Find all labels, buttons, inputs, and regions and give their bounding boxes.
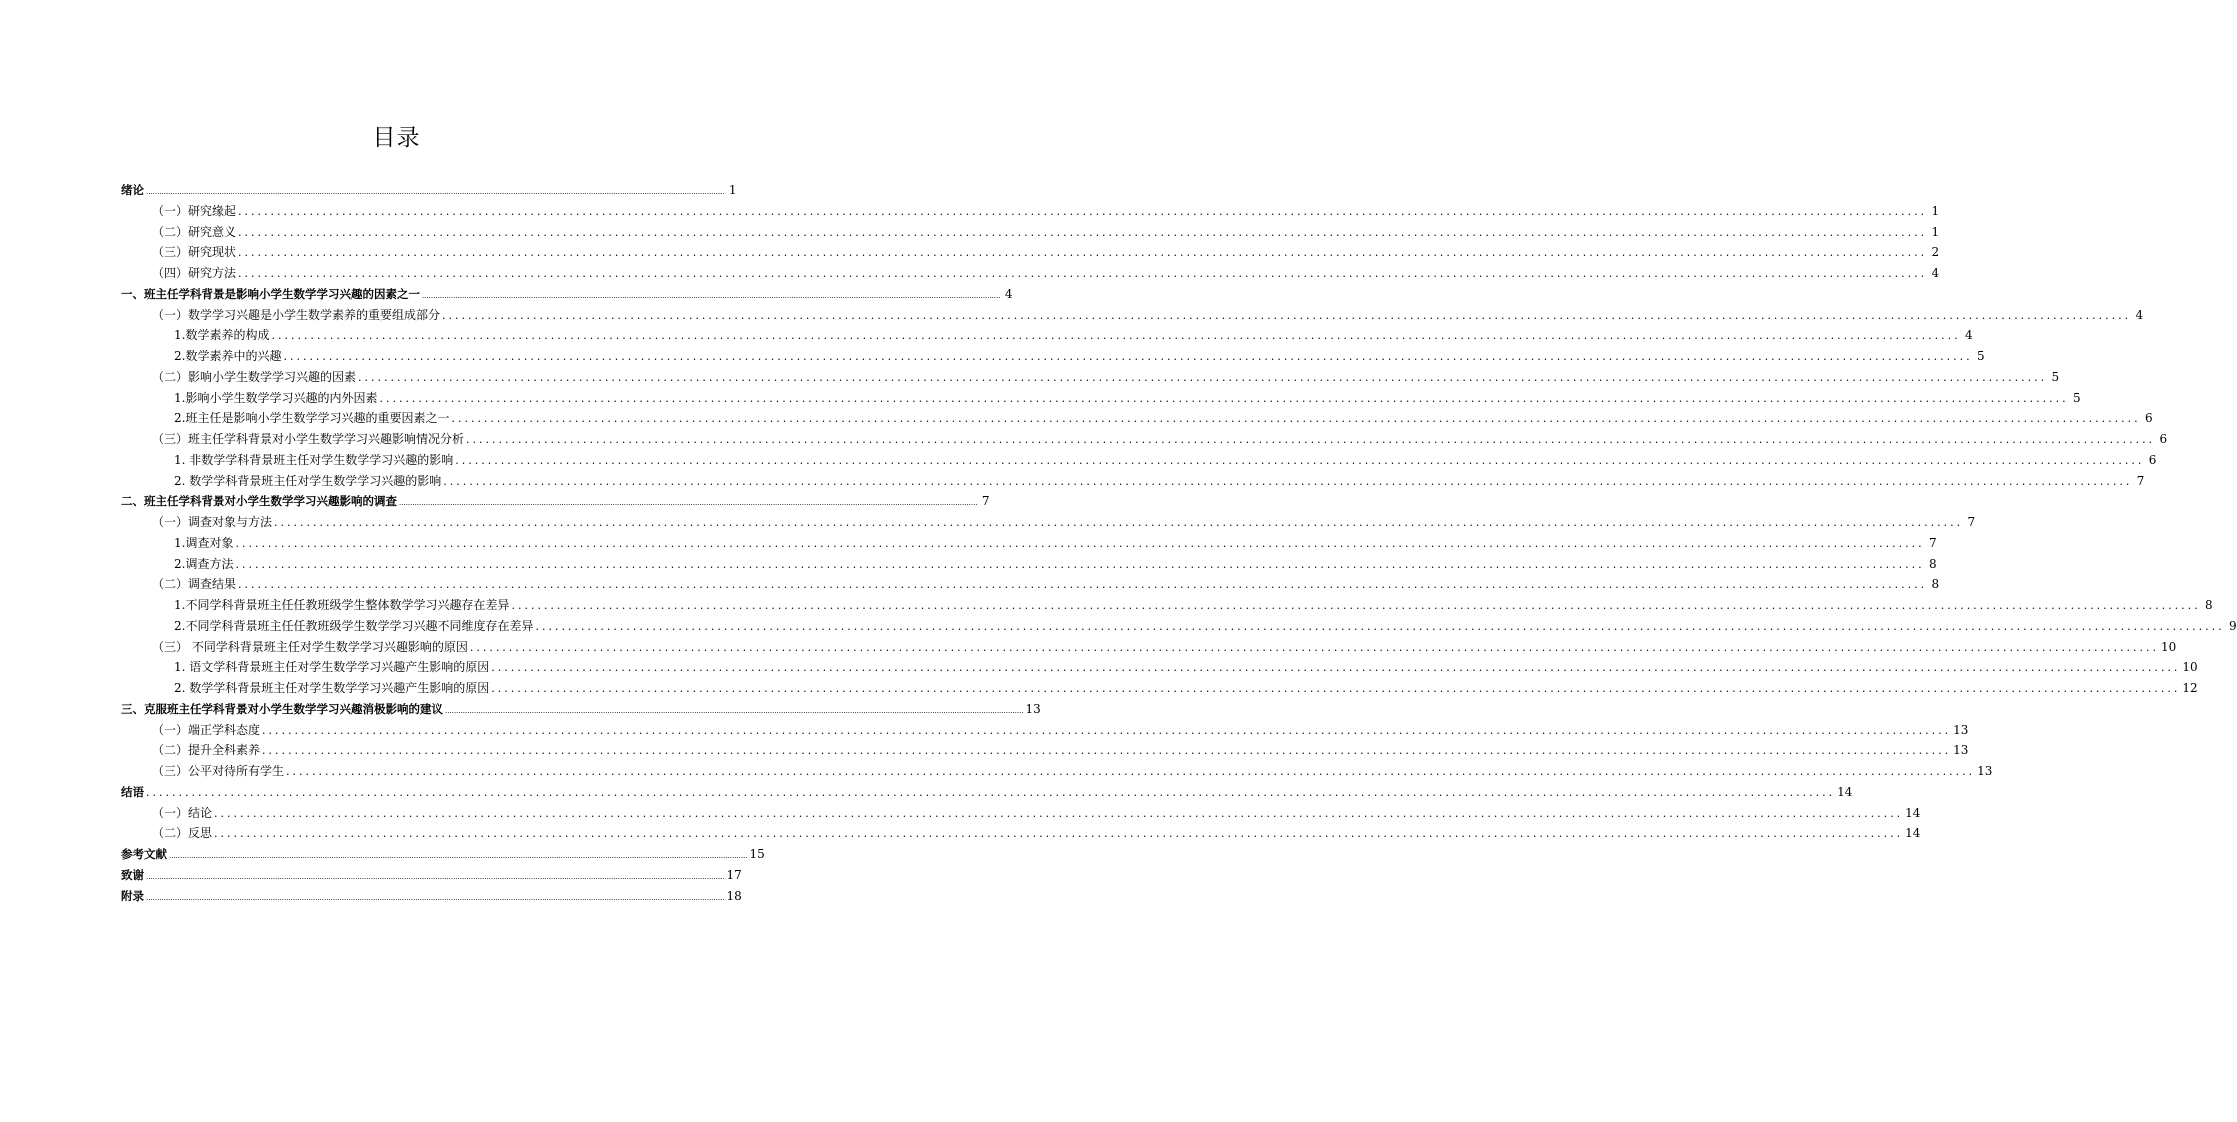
toc-entry-label: （三）班主任学科背景对小学生数学学习兴趣影响情况分析	[152, 432, 465, 446]
dot-leader	[169, 846, 748, 867]
toc-entry[interactable]	[121, 595, 2213, 616]
toc-entry[interactable]	[121, 201, 1940, 222]
toc-entry-label: 参考文献	[121, 847, 167, 861]
toc-entry-label: （二）提升全科素养	[152, 743, 261, 758]
toc-entry-page-number: 13	[1025, 701, 1041, 716]
toc-entry-label: （二）影响小学生数学学习兴趣的因素	[152, 369, 357, 384]
dot-leader	[271, 326, 1960, 347]
toc-entry-label: 1.影响小学生数学学习兴趣的内外因素	[174, 390, 378, 405]
dot-leader	[146, 867, 725, 888]
toc-entry-label: （一）结论	[152, 805, 213, 820]
dot-leader	[283, 347, 1972, 368]
toc-entry[interactable]	[121, 367, 2060, 388]
toc-entry-page-number: 17	[726, 867, 742, 882]
dot-leader	[451, 409, 2140, 430]
toc-entry-page-number: 7	[2136, 473, 2145, 488]
toc-entry-label: 结语	[121, 784, 144, 799]
toc-entry-page-number: 6	[2148, 452, 2157, 467]
toc-entry-label: （一）调查对象与方法	[152, 515, 273, 529]
toc-entry-page-number: 15	[749, 847, 765, 861]
toc-entry-page-number: 14	[1905, 805, 1921, 820]
toc-entry-page-number: 10	[2160, 639, 2177, 654]
toc-entry-label: 致谢	[121, 867, 144, 882]
toc-entry[interactable]	[121, 657, 2198, 678]
dot-leader	[238, 202, 1927, 223]
toc-entry[interactable]	[121, 450, 2157, 471]
page-title: 目录	[372, 125, 421, 151]
toc-entry[interactable]	[121, 782, 1853, 803]
toc-entry-page-number: 7	[981, 494, 990, 509]
toc-entry-label: （二）研究意义	[152, 224, 237, 239]
toc-entry-label: 三、克服班主任学科背景对小学生数学学习兴趣消极影响的建议	[121, 701, 443, 716]
dot-leader	[235, 534, 1924, 555]
dot-leader	[491, 679, 2180, 700]
dot-leader	[470, 638, 2159, 659]
toc-entry-label: （一）数学学习兴趣是小学生数学素养的重要组成部分	[152, 307, 441, 322]
toc-entry[interactable]	[121, 844, 765, 865]
dot-leader	[358, 368, 2047, 389]
toc-entry-label: 2.班主任是影响小学生数学学习兴趣的重要因素之一	[174, 411, 450, 426]
toc-entry-page-number: 9	[2228, 618, 2237, 633]
toc-entry[interactable]	[121, 305, 2144, 326]
toc-entry[interactable]	[121, 263, 1940, 284]
toc-entry[interactable]	[121, 554, 1937, 575]
dot-leader	[399, 493, 978, 514]
toc-entry-page-number: 1	[728, 183, 737, 197]
toc-entry[interactable]	[121, 886, 742, 907]
toc-entry-page-number: 5	[1976, 349, 1985, 363]
toc-entry-page-number: 6	[2159, 432, 2168, 446]
toc-entry-page-number: 6	[2144, 411, 2153, 426]
toc-entry[interactable]	[121, 678, 2198, 699]
toc-entry[interactable]	[121, 429, 2168, 450]
dot-leader	[146, 888, 725, 909]
toc-entry[interactable]	[121, 325, 1973, 346]
toc-entry-label: （三）公平对待所有学生	[152, 764, 285, 778]
dot-leader	[443, 472, 2132, 493]
toc-entry[interactable]	[121, 512, 1976, 533]
dot-leader	[238, 264, 1927, 285]
toc-entry[interactable]	[121, 471, 2145, 492]
dot-leader	[455, 451, 2144, 472]
toc-entry-page-number: 5	[2051, 369, 2060, 384]
toc-entry[interactable]	[121, 533, 1937, 554]
toc-entry[interactable]	[121, 222, 1940, 243]
toc-entry-label: 附录	[121, 888, 144, 903]
dot-leader	[146, 783, 1835, 804]
toc-entry-page-number: 10	[2182, 660, 2198, 675]
toc-entry-page-number: 13	[1953, 722, 1969, 737]
toc-entry-label: 2.数学素养中的兴趣	[174, 349, 282, 363]
toc-entry[interactable]	[121, 761, 1993, 782]
toc-entry-page-number: 13	[1953, 743, 1969, 758]
dot-leader	[238, 575, 1927, 596]
toc-entry-label: 二、班主任学科背景对小学生数学学习兴趣影响的调查	[121, 494, 397, 509]
toc-entry[interactable]	[121, 637, 2177, 658]
dot-leader	[214, 804, 1903, 825]
toc-entry-label: 2. 数学学科背景班主任对学生数学学习兴趣产生影响的原因	[174, 681, 490, 695]
dot-leader	[235, 555, 1924, 576]
toc-entry[interactable]	[121, 740, 1969, 761]
dot-leader	[535, 617, 2224, 638]
toc-entry[interactable]	[121, 574, 1940, 595]
toc-entry-label: （三）研究现状	[152, 245, 237, 260]
toc-entry-page-number: 1	[1931, 203, 1940, 218]
toc-entry-label: 1.数学素养的构成	[174, 328, 270, 343]
toc-entry-page-number: 14	[1837, 784, 1853, 799]
toc-entry-page-number: 8	[1928, 556, 1937, 571]
toc-entry[interactable]	[121, 865, 742, 886]
toc-entry[interactable]	[121, 346, 1985, 367]
toc-entry[interactable]	[121, 699, 1041, 720]
toc-entry-label: （一）研究缘起	[152, 203, 237, 218]
toc-entry-page-number: 5	[2072, 390, 2081, 405]
toc-entry-label: 1. 非数学学科背景班主任对学生数学学习兴趣的影响	[174, 452, 454, 467]
toc-entry-page-number: 14	[1905, 826, 1921, 841]
toc-entry[interactable]	[121, 823, 1921, 844]
dot-leader	[262, 721, 1951, 742]
toc-entry-label: 一、班主任学科背景是影响小学生数学学习兴趣的因素之一	[121, 286, 420, 301]
toc-entry-label: 1.不同学科背景班主任任教班级学生整体数学学习兴趣存在差异	[174, 598, 510, 612]
toc-entry-label: 绪论	[121, 183, 144, 197]
dot-leader	[445, 701, 1024, 722]
dot-leader	[422, 286, 1001, 307]
toc-entry-label: （二）调查结果	[152, 577, 237, 592]
toc-entry-label: （一）端正学科态度	[152, 722, 261, 737]
dot-leader	[238, 223, 1927, 244]
toc-entry[interactable]	[121, 720, 1969, 741]
toc-entry-label: （四）研究方法	[152, 266, 237, 280]
toc-entry-page-number: 7	[1928, 535, 1937, 550]
dot-leader	[491, 658, 2180, 679]
toc-entry-page-number: 4	[1931, 266, 1940, 280]
toc-entry[interactable]	[121, 242, 1940, 263]
table-of-contents	[121, 180, 2237, 906]
toc-entry-label: 2.不同学科背景班主任任教班级学生数学学习兴趣不同维度存在差异	[174, 618, 534, 633]
toc-entry[interactable]	[121, 803, 1921, 824]
toc-entry-page-number: 12	[2182, 681, 2198, 695]
dot-leader	[286, 762, 1975, 783]
toc-entry-label: 1. 语文学科背景班主任对学生数学学习兴趣产生影响的原因	[174, 660, 490, 675]
dot-leader	[466, 430, 2155, 451]
dot-leader	[274, 513, 1963, 534]
toc-entry-page-number: 2	[1931, 245, 1940, 260]
toc-entry-label: 1.调查对象	[174, 535, 234, 550]
toc-entry-page-number: 4	[1964, 328, 1973, 343]
toc-entry[interactable]	[121, 388, 2081, 409]
dot-leader	[442, 306, 2131, 327]
toc-entry[interactable]	[121, 284, 1013, 305]
toc-entry-page-number: 4	[2135, 307, 2144, 322]
toc-entry-page-number: 8	[1931, 577, 1940, 592]
dot-leader	[262, 741, 1951, 762]
toc-entry-page-number: 4	[1004, 286, 1013, 301]
toc-entry[interactable]	[121, 408, 2153, 429]
toc-entry[interactable]	[121, 616, 2237, 637]
toc-entry[interactable]	[121, 491, 990, 512]
dot-leader	[511, 596, 2200, 617]
toc-entry-page-number: 7	[1967, 515, 1976, 529]
toc-entry[interactable]	[121, 180, 737, 201]
dot-leader	[238, 243, 1927, 264]
toc-entry-label: 2. 数学学科背景班主任对学生数学学习兴趣的影响	[174, 473, 442, 488]
dot-leader	[214, 824, 1903, 845]
toc-entry-page-number: 1	[1931, 224, 1940, 239]
toc-entry-label: （二）反思	[152, 826, 213, 841]
toc-entry-page-number: 18	[726, 888, 742, 903]
toc-entry-label: （三） 不同学科背景班主任对学生数学学习兴趣影响的原因	[152, 639, 468, 654]
dot-leader	[379, 389, 2068, 410]
toc-entry-page-number: 8	[2204, 598, 2213, 612]
toc-entry-page-number: 13	[1977, 764, 1993, 778]
dot-leader	[146, 182, 725, 203]
toc-entry-label: 2.调查方法	[174, 556, 234, 571]
